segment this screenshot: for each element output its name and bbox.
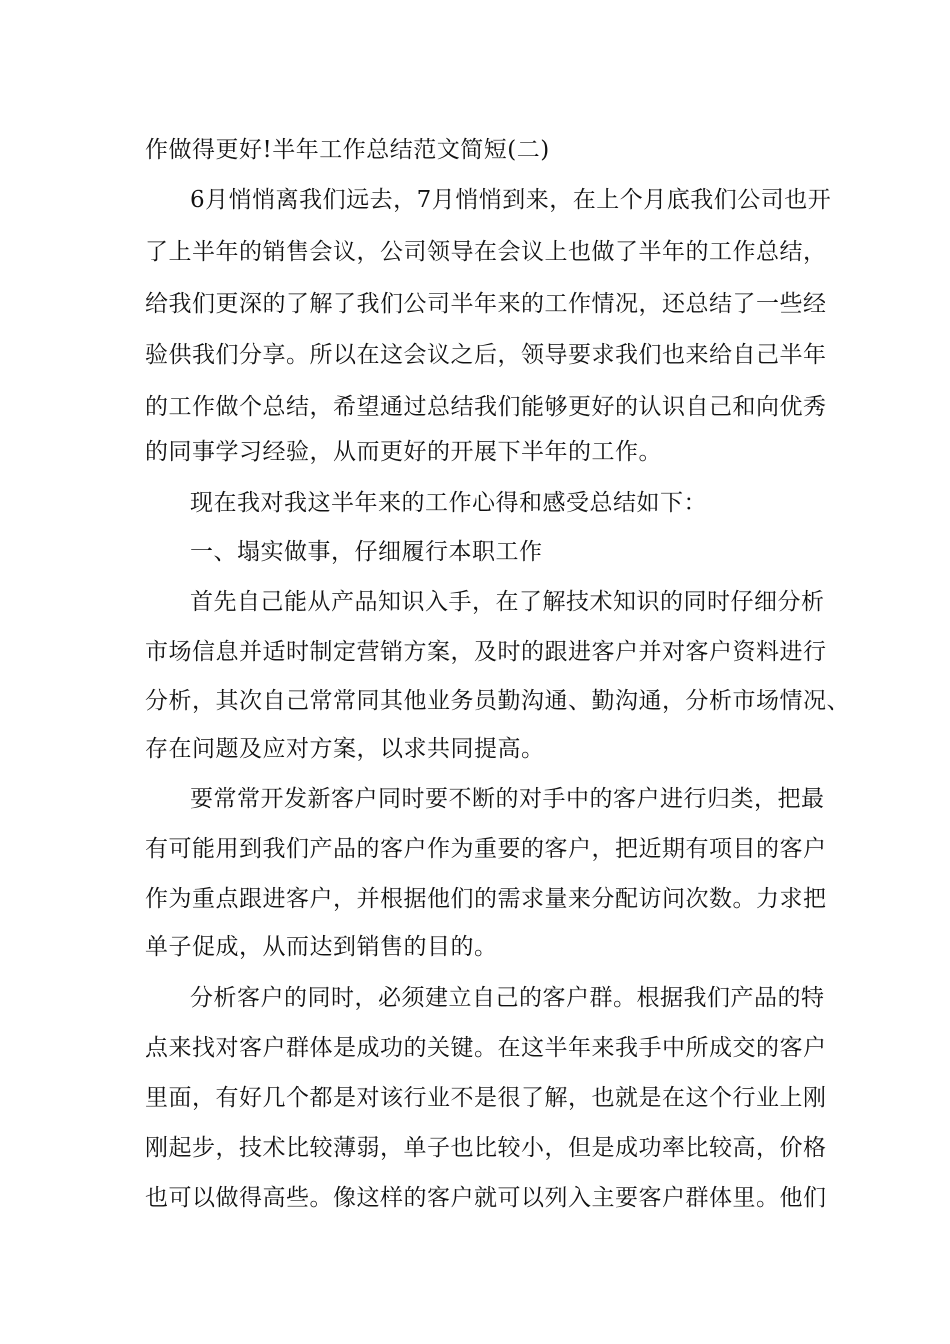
text-line: 的工作做个总结，希望通过总结我们能够更好的认识自己和向优秀	[145, 394, 827, 420]
paragraph-first-line: 分析客户的同时，必须建立自己的客户群。根据我们产品的特	[190, 985, 825, 1011]
text-line: 作为重点跟进客户，并根据他们的需求量来分配访问次数。力求把	[145, 886, 827, 912]
text-line: 点来找对客户群体是成功的关键。在这半年来我手中所成交的客户	[145, 1035, 827, 1061]
text-line: 刚起步，技术比较薄弱，单子也比较小，但是成功率比较高，价格	[145, 1135, 827, 1161]
section-heading: 一、塌实做事，仔细履行本职工作	[190, 539, 543, 565]
text-line: 有可能用到我们产品的客户作为重要的客户，把近期有项目的客户	[145, 836, 827, 862]
text-line: 市场信息并适时制定营销方案，及时的跟进客户并对客户资料进行	[145, 639, 827, 665]
paragraph-first-line: 要常常开发新客户同时要不断的对手中的客户进行归类，把最	[190, 786, 825, 812]
text-line: 也可以做得高些。像这样的客户就可以列入主要客户群体里。他们	[145, 1185, 827, 1211]
text-line: 给我们更深的了解了我们公司半年来的工作情况，还总结了一些经	[145, 291, 827, 317]
text-line: 作做得更好!半年工作总结范文简短(二)	[145, 137, 550, 163]
paragraph-first-line: 6月悄悄离我们远去，7月悄悄到来，在上个月底我们公司也开	[190, 187, 832, 213]
text-line: 了上半年的销售会议，公司领导在会议上也做了半年的工作总结，	[145, 239, 827, 265]
text-line: 存在问题及应对方案，以求共同提高。	[145, 736, 545, 762]
text-line: 分析，其次自己常常同其他业务员勤沟通、勤沟通，分析市场情况、	[145, 688, 850, 714]
text-line: 的同事学习经验，从而更好的开展下半年的工作。	[145, 439, 662, 465]
paragraph-first-line: 首先自己能从产品知识入手，在了解技术知识的同时仔细分析	[190, 589, 825, 615]
text-line: 里面，有好几个都是对该行业不是很了解，也就是在这个行业上刚	[145, 1085, 827, 1111]
paragraph-first-line: 现在我对我这半年来的工作心得和感受总结如下：	[190, 490, 707, 516]
text-line: 验供我们分享。所以在这会议之后，领导要求我们也来给自己半年	[145, 342, 827, 368]
text-line: 单子促成，从而达到销售的目的。	[145, 934, 498, 960]
